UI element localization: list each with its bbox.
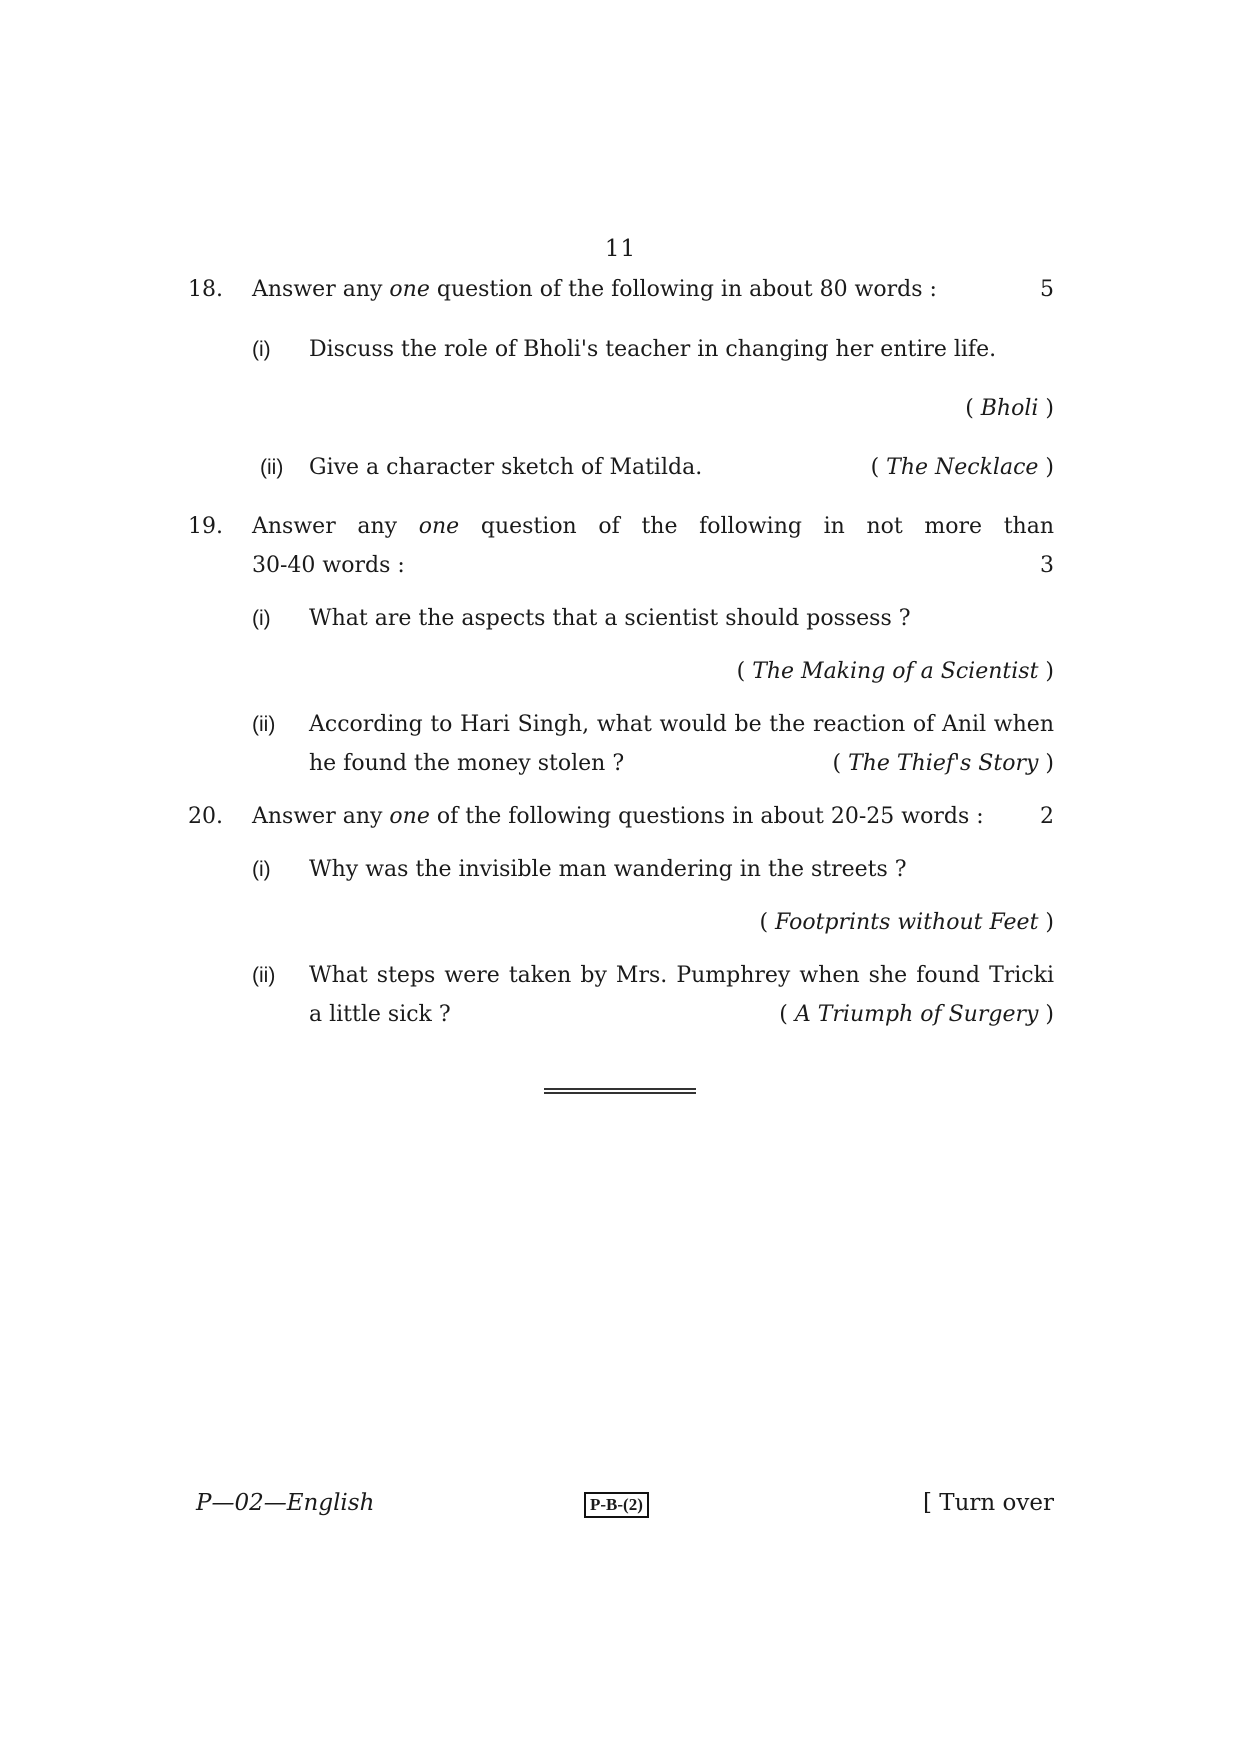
question-19-part-i-label: (i): [252, 607, 271, 630]
question-20-part-i-text: Why was the invisible man wandering in the streets ?: [309, 857, 907, 882]
question-18-marks: 5: [1040, 277, 1054, 302]
question-18-intro: Answer any one question of the following in about 80 words :: [252, 277, 937, 302]
question-20-part-i-label: (i): [252, 858, 271, 881]
question-20-part-ii-source: ( A Triumph of Surgery ): [779, 1002, 1054, 1027]
question-18-part-i-source: ( Bholi ): [965, 396, 1054, 421]
footer-set-code: P-B-(2): [584, 1492, 649, 1518]
end-rule: [544, 1088, 696, 1094]
footer-paper-code: P—02—English: [196, 1490, 375, 1516]
question-19-part-ii-label: (ii): [252, 713, 276, 736]
question-18-part-ii-label: (ii): [260, 456, 284, 479]
question-18-part-i-label: (i): [252, 338, 271, 361]
question-number-18: 18.: [188, 277, 223, 302]
question-20-part-ii-label: (ii): [252, 964, 276, 987]
question-19-part-i-source: ( The Making of a Scientist ): [736, 659, 1054, 684]
question-20-part-i-source: ( Footprints without Feet ): [759, 910, 1054, 935]
question-19-part-i-text: What are the aspects that a scientist should possess ?: [309, 606, 911, 631]
question-18-part-ii-source: ( The Necklace ): [870, 455, 1054, 480]
question-19-intro-line1: Answer any one question of the following in not more than: [252, 514, 1054, 539]
question-number-20: 20.: [188, 804, 223, 829]
question-19-part-ii-text-line1: According to Hari Singh, what would be the reaction of Anil when: [309, 712, 1054, 737]
question-18-part-ii-text: Give a character sketch of Matilda.: [309, 455, 703, 480]
question-number-19: 19.: [188, 514, 223, 539]
question-19-part-ii-source: ( The Thief's Story ): [832, 751, 1054, 776]
page-number: 11: [604, 236, 637, 262]
question-18-part-i-text: Discuss the role of Bholi's teacher in changing her entire life.: [309, 337, 997, 362]
question-20-intro: Answer any one of the following questions in about 20-25 words :: [252, 804, 984, 829]
question-20-part-ii-text-line1: What steps were taken by Mrs. Pumphrey when she found Tricki: [309, 963, 1054, 988]
question-19-part-ii-text-line2: he found the money stolen ?: [309, 751, 625, 776]
question-19-intro-line2: 30-40 words :: [252, 553, 405, 578]
question-19-marks: 3: [1040, 553, 1054, 578]
footer-turn-over: [ Turn over: [922, 1490, 1054, 1516]
question-20-marks: 2: [1040, 804, 1054, 829]
question-20-part-ii-text-line2: a little sick ?: [309, 1002, 451, 1027]
